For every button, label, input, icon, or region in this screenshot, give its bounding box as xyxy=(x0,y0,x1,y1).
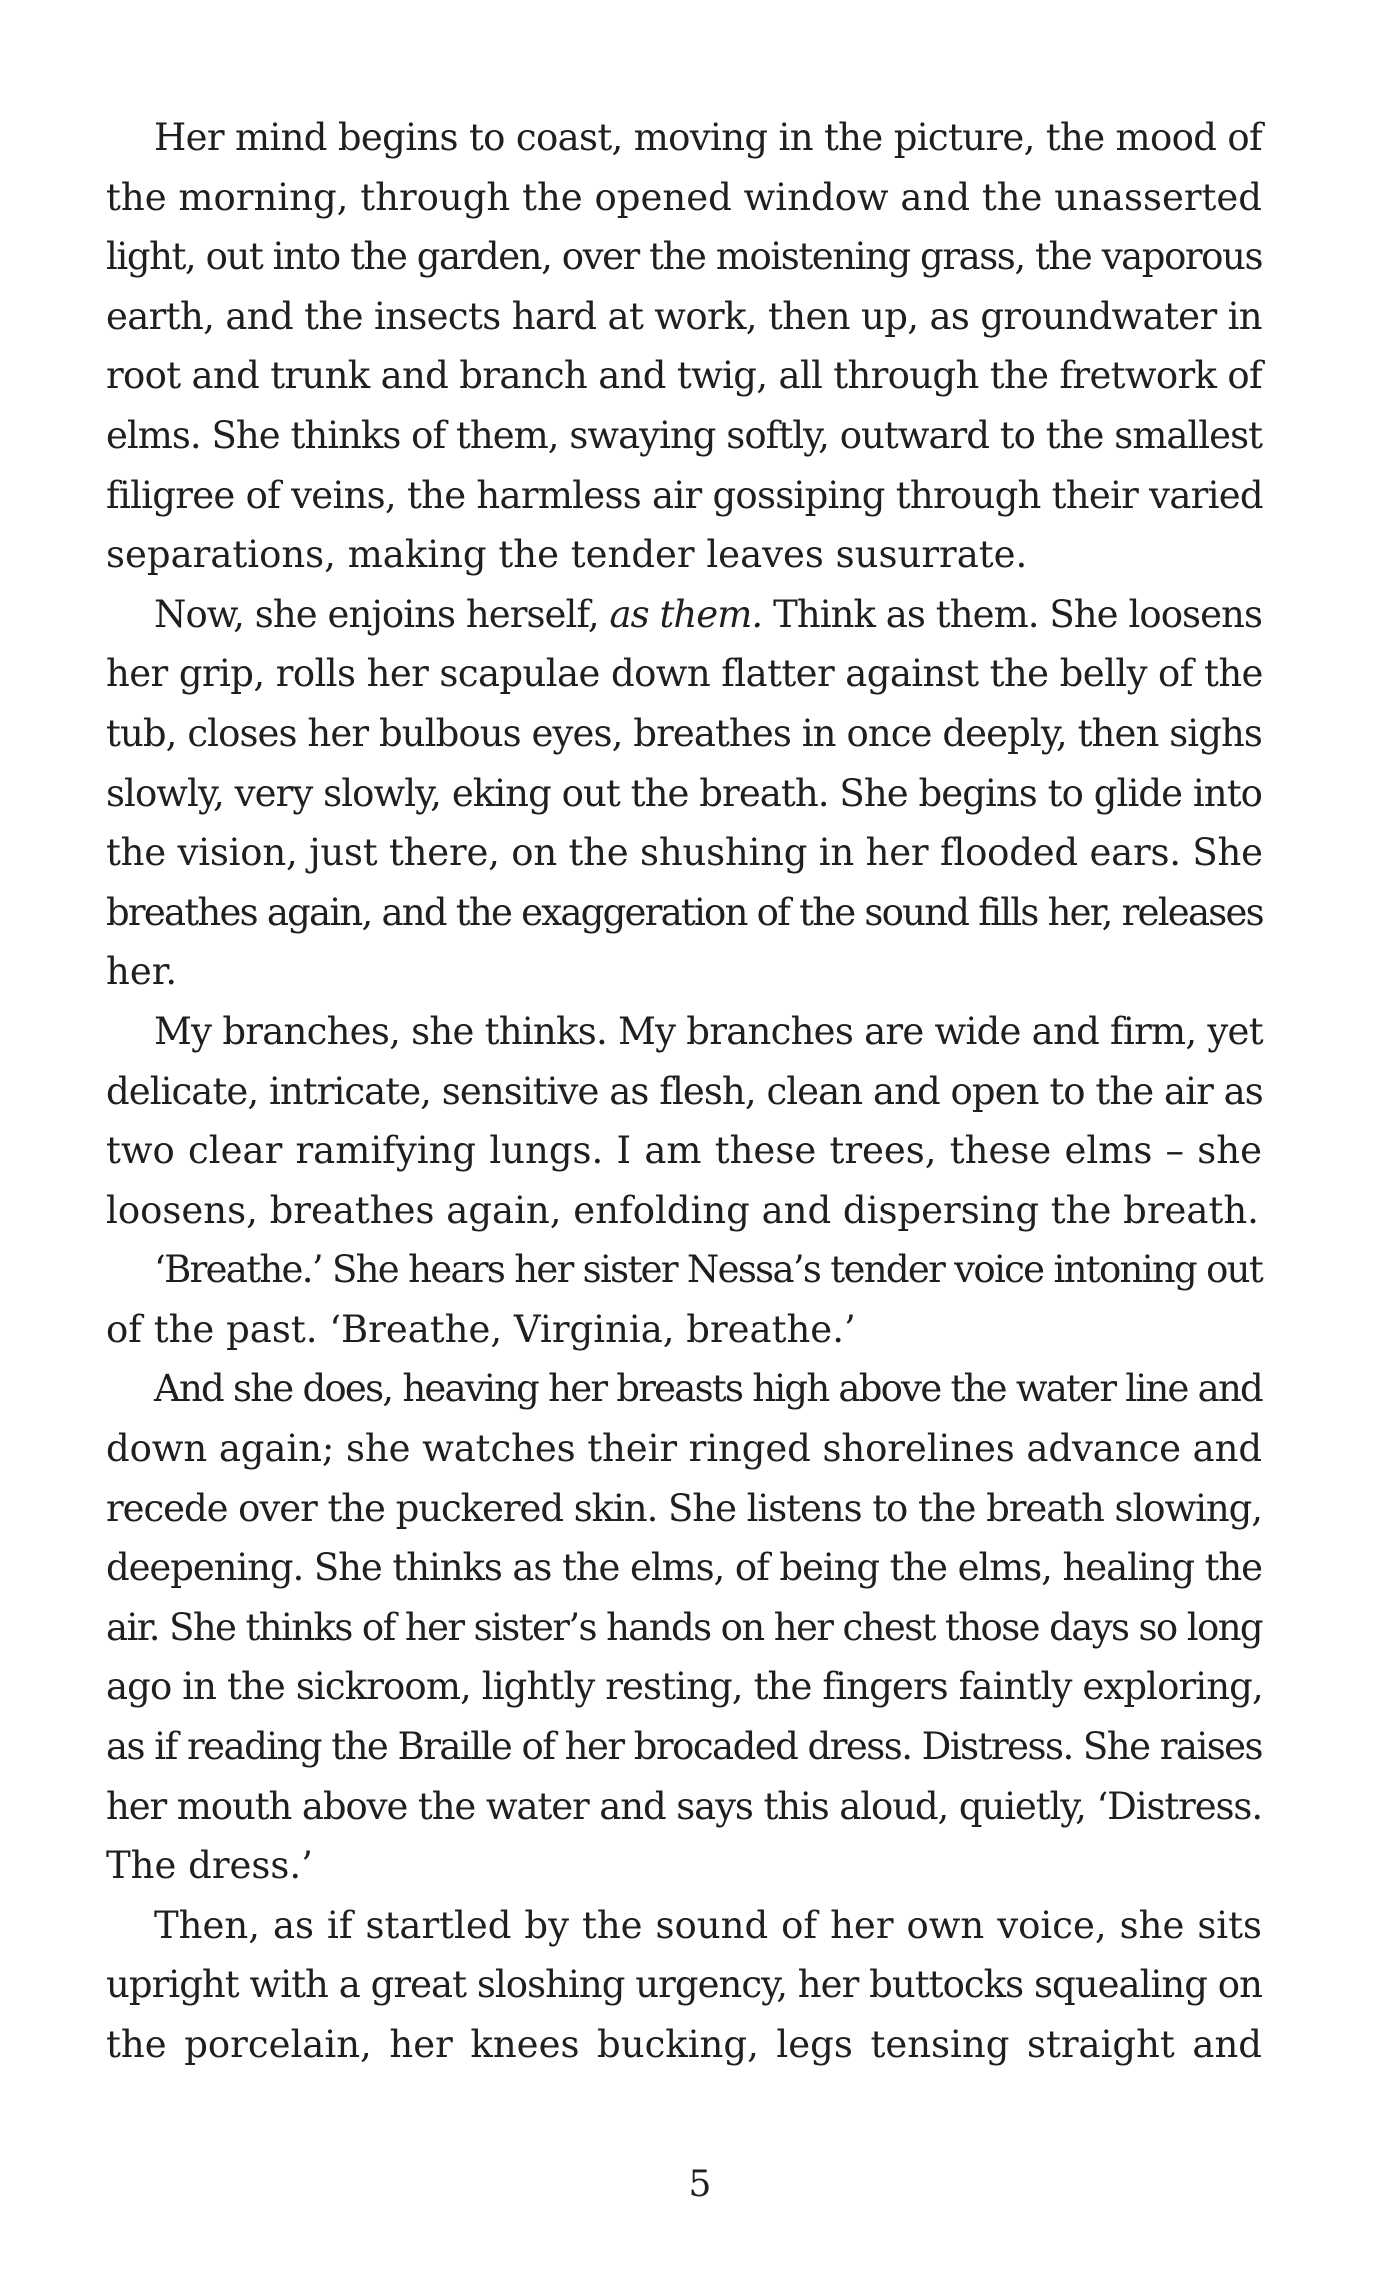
text-line: her mouth above the water and says this aloud, quietly, ‘Distress. xyxy=(106,1784,1262,1828)
text-line: light, out into the garden, over the moistening grass, the vaporous xyxy=(106,235,1263,279)
text-line: Then, as if startled by the sound of her own voice, she sits xyxy=(154,1903,1263,1947)
text-line: root and trunk and branch and twig, all through the fretwork of xyxy=(106,354,1263,398)
text-run: Think as them. She loosens xyxy=(762,592,1262,636)
paragraph-4 xyxy=(106,1240,1262,1359)
text-line: loosens, breathes again, enfolding and dispersing the breath. xyxy=(106,1188,1259,1232)
text-line: the vision, just there, on the shushing in her flooded ears. She xyxy=(106,831,1263,875)
text-line: the porcelain, her knees bucking, legs tensing straight and xyxy=(106,2023,1262,2066)
text-line: two clear ramifying lungs. I am these trees, these elms – she xyxy=(106,1129,1262,1173)
italic-text: as them. xyxy=(609,592,763,636)
text-line: separations, making the tender leaves susurrate. xyxy=(106,533,1028,577)
text-line: upright with a great sloshing urgency, her buttocks squealing on xyxy=(106,1963,1262,2007)
text-line: of the past. ‘Breathe, Virginia, breathe.’ xyxy=(106,1307,856,1351)
text-line: Her mind begins to coast, moving in the picture, the mood of xyxy=(154,116,1263,159)
text-line: her. xyxy=(106,950,178,994)
paragraph-6 xyxy=(106,1896,1262,2075)
text-line: as if reading the Braille of her brocaded dress. Distress. She raises xyxy=(106,1725,1263,1769)
paragraph-3 xyxy=(106,1002,1262,1240)
text-line: earth, and the insects hard at work, then up, as groundwater in xyxy=(106,294,1262,338)
text-line: the morning, through the opened window and the unasserted xyxy=(106,175,1262,219)
text-line: slowly, very slowly, eking out the breath. She begins to glide into xyxy=(106,771,1262,815)
text-line: her grip, rolls her scapulae down flatter against the belly of the xyxy=(106,652,1263,696)
text-line: breathes again, and the exaggeration of the sound fills her, releases xyxy=(106,890,1263,934)
text-line xyxy=(106,585,1262,645)
text-line: ‘Breathe.’ She hears her sister Nessa’s tender voice intoning out xyxy=(154,1248,1263,1292)
text-line: filigree of veins, the harmless air gossiping through their varied xyxy=(106,473,1263,517)
text-line: And she does, heaving her breasts high above the water line and xyxy=(154,1367,1262,1411)
text-run: Now, she enjoins herself, xyxy=(154,592,610,636)
text-line: down again; she watches their ringed shorelines advance and xyxy=(106,1427,1262,1471)
paragraph-1 xyxy=(106,108,1262,585)
text-line: ago in the sickroom, lightly resting, the fingers faintly exploring, xyxy=(106,1665,1263,1709)
text-line: recede over the puckered skin. She listens to the breath slowing, xyxy=(106,1486,1262,1530)
text-line: My branches, she thinks. My branches are wide and firm, yet xyxy=(154,1009,1263,1053)
paragraph-5 xyxy=(106,1359,1262,1895)
paragraph-2 xyxy=(106,585,1262,1002)
text-line: The dress.’ xyxy=(106,1844,313,1888)
text-line: air. She thinks of her sister’s hands on her chest those days so long xyxy=(106,1605,1263,1649)
page-number: 5 xyxy=(688,2164,712,2205)
text-line: tub, closes her bulbous eyes, breathes in once deeply, then sighs xyxy=(106,711,1262,755)
text-line: deepening. She thinks as the elms, of being the elms, healing the xyxy=(106,1546,1262,1590)
text-line: delicate, intricate, sensitive as flesh, clean and open to the air as xyxy=(106,1069,1263,1113)
body-text xyxy=(106,108,1262,2075)
text-line: elms. She thinks of them, swaying softly, outward to the smallest xyxy=(106,413,1262,457)
